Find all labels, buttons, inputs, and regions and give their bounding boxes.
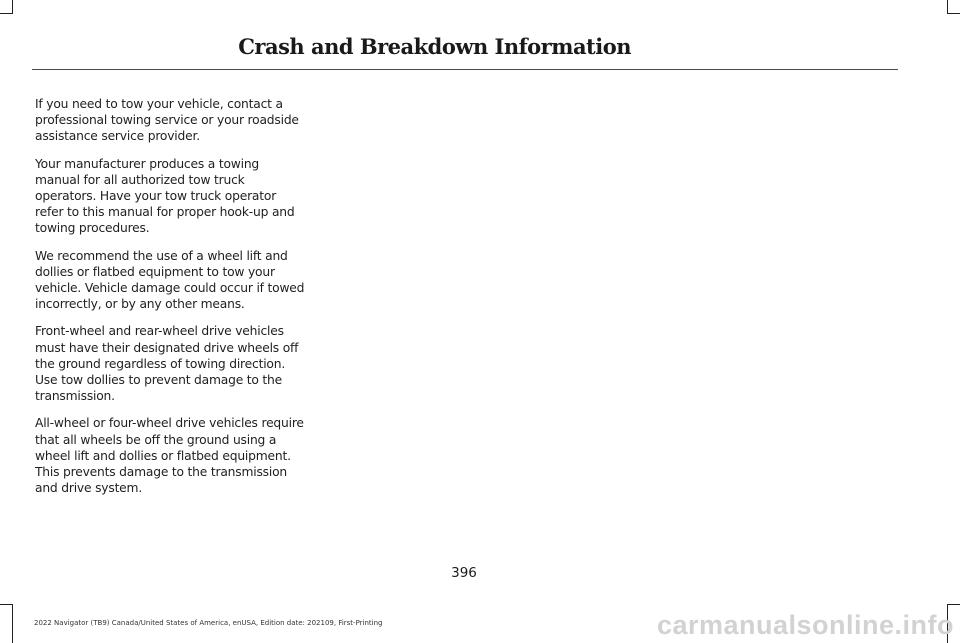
paragraph-contact-towing: If you need to tow your vehicle, contact a professional towing service or your roadside assistance service provider. (35, 97, 299, 144)
crop-mark-bottom-right-horizontal (947, 604, 960, 605)
paragraph-towing-manual: Your manufacturer produces a towing manual for all authorized tow truck operators. Have your tow truck operator refer to this manual for proper hook-up and towing procedures. (35, 156, 295, 236)
crop-mark-bottom-left-horizontal (0, 604, 13, 605)
page-number: 396 (451, 565, 477, 581)
page-title: Crash and Breakdown Information (238, 34, 631, 59)
crop-mark-bottom-left-vertical (12, 604, 13, 643)
body-text-column (35, 96, 307, 507)
crop-mark-top-right-vertical (947, 0, 948, 14)
header-divider (32, 69, 898, 70)
paragraph-recommend-equipment: We recommend the use of a wheel lift and dollies or flatbed equipment to tow your vehicle. Vehicle damage could occur if towed incorrectly, or by any other means. (35, 248, 305, 312)
crop-mark-top-left-vertical (12, 0, 13, 14)
crop-mark-top-right-horizontal (947, 13, 960, 14)
site-watermark: carmanualsonline.info (656, 610, 954, 640)
crop-mark-top-left-horizontal (0, 13, 13, 14)
paragraph-front-rear-wheel-drive: Front-wheel and rear-wheel drive vehicles must have their designated drive wheels off the ground regardless of towing direction. Use tow dollies to prevent damage to the transmission. (35, 324, 299, 404)
edition-footer: 2022 Navigator (TB9) Canada/United States of America, enUSA, Edition date: 202109, First-Printing (34, 619, 383, 627)
paragraph-all-four-wheel-drive: All-wheel or four-wheel drive vehicles require that all wheels be off the ground using a wheel lift and dollies or flatbed equipment. This prevents damage to the transmission and drive system. (35, 416, 304, 496)
